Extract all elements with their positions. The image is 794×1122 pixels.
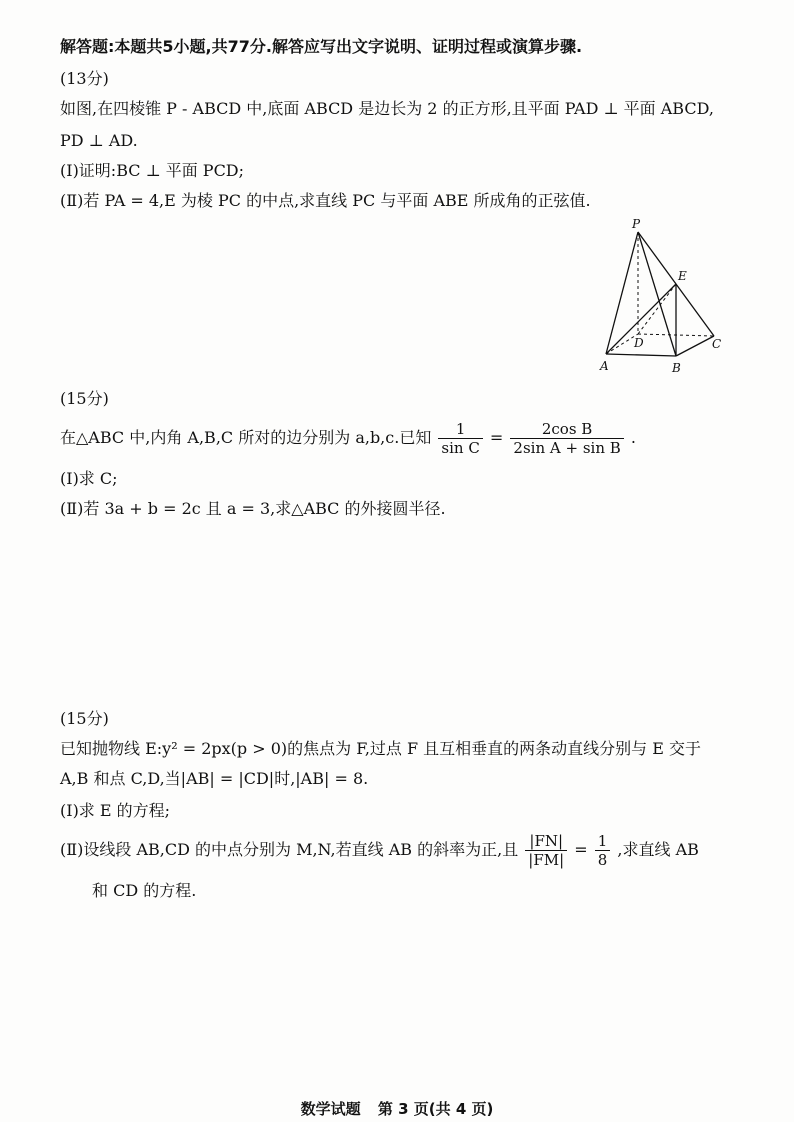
q17-part2 xyxy=(60,830,699,870)
q17-part1: (Ⅰ)求 E 的方程; xyxy=(60,801,171,820)
q17-fraction-1 xyxy=(525,832,567,869)
q15-part2: (Ⅱ)若 PA = 4,E 为棱 PC 的中点,求直线 PC 与平面 ABE 所成角的正弦值. xyxy=(60,191,591,210)
q17-equals: = xyxy=(574,840,588,859)
q16-frac1-denominator: sin C xyxy=(441,439,480,457)
q16-part2: (Ⅱ)若 3a + b = 2c 且 a = 3,求△ABC 的外接圆半径. xyxy=(60,499,446,518)
q17-frac2-denominator: 8 xyxy=(597,851,608,869)
q15-stem-line2: PD ⊥ AD. xyxy=(60,131,138,150)
q16-fraction-1 xyxy=(438,420,482,457)
label-A: A xyxy=(600,359,609,373)
q15-score: (13分) xyxy=(60,69,109,88)
q17-score: (15分) xyxy=(60,709,109,728)
footer-page-number: 第 3 页(共 4 页) xyxy=(377,1100,494,1118)
q15-stem-line1: 如图,在四棱锥 P - ABCD 中,底面 ABCD 是边长为 2 的正方形,且平面 PAD ⊥ 平面 ABCD, xyxy=(60,99,714,118)
q16-stem xyxy=(60,418,636,458)
q17-stem-line2: A,B 和点 C,D,当|AB| = |CD|时,|AB| = 8. xyxy=(60,769,369,788)
label-D: D xyxy=(634,336,644,350)
label-C: C xyxy=(712,337,722,351)
q15-part1: (Ⅰ)证明:BC ⊥ 平面 PCD; xyxy=(60,161,245,180)
label-P: P xyxy=(632,217,641,231)
q16-stem-prefix: 在△ABC 中,内角 A,B,C 所对的边分别为 a,b,c.已知 xyxy=(60,428,432,447)
q16-part1: (Ⅰ)求 C; xyxy=(60,469,118,488)
q17-part2-prefix: (Ⅱ)设线段 AB,CD 的中点分别为 M,N,若直线 AB 的斜率为正,且 xyxy=(60,840,519,859)
q17-part2-line2: 和 CD 的方程. xyxy=(92,881,197,900)
section-instructions: 解答题:本题共5小题,共77分.解答应写出文字说明、证明过程或演算步骤. xyxy=(60,37,583,56)
q16-equals: = xyxy=(489,428,504,447)
q16-stem-suffix: . xyxy=(630,428,636,447)
q17-stem-line1: 已知抛物线 E:y² = 2px(p > 0)的焦点为 F,过点 F 且互相垂直的两条动直线分别与 E 交于 xyxy=(60,739,702,758)
q17-fraction-2 xyxy=(595,832,611,869)
footer-subject: 数学试题 xyxy=(300,1100,361,1118)
q17-frac1-denominator: |FM| xyxy=(528,851,565,869)
label-B: B xyxy=(672,361,681,375)
q16-frac1-numerator: 1 xyxy=(438,420,482,439)
edge-BC xyxy=(676,336,714,356)
pyramid-figure xyxy=(596,214,722,378)
q16-frac2-denominator: 2sin A + sin B xyxy=(513,439,621,457)
q16-frac2-numerator: 2cos B xyxy=(510,420,623,439)
edge-PB xyxy=(638,232,676,356)
edge-AB xyxy=(606,354,676,356)
q17-frac2-numerator: 1 xyxy=(595,832,611,851)
q17-frac1-numerator: |FN| xyxy=(525,832,567,851)
edge-DE xyxy=(638,284,676,334)
q16-fraction-2 xyxy=(510,420,623,457)
q16-score: (15分) xyxy=(60,389,109,408)
label-E: E xyxy=(678,269,687,283)
q17-part2-suffix: ,求直线 AB xyxy=(617,840,699,859)
page-footer xyxy=(0,1098,794,1119)
